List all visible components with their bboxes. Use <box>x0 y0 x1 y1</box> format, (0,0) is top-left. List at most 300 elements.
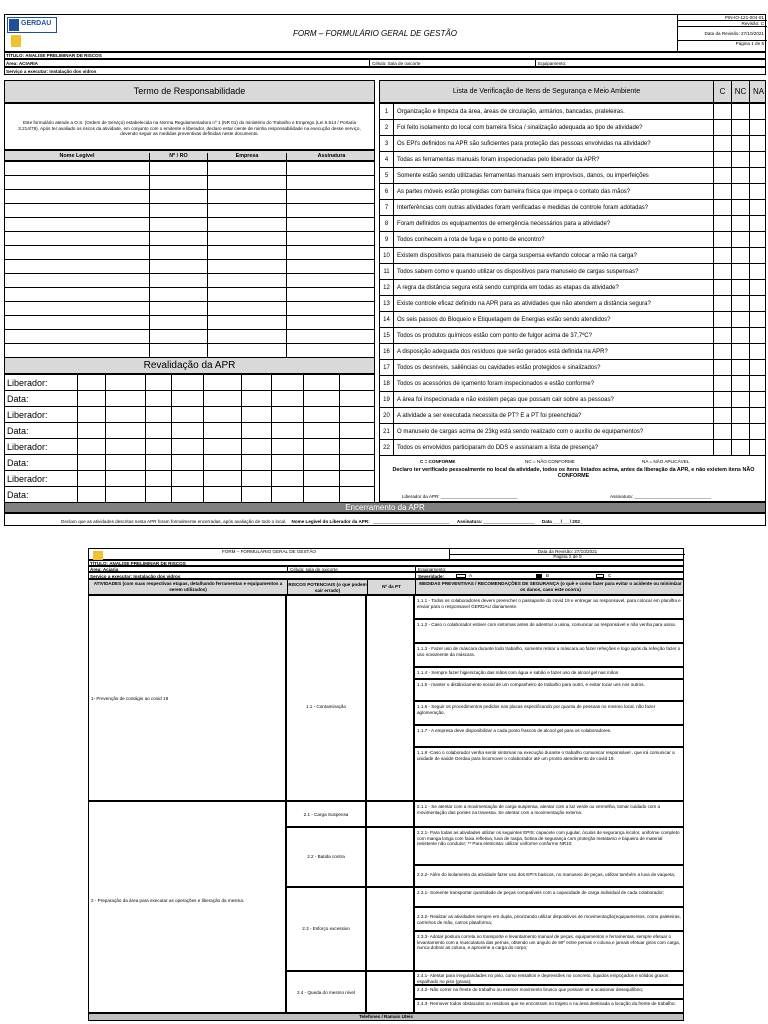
revalidation-cell-divider <box>339 375 340 390</box>
revalidation-cell-divider <box>105 375 106 390</box>
signer-cell-divider <box>149 176 150 189</box>
revalidation-label: Data: <box>7 394 29 404</box>
checklist-nc-box[interactable] <box>731 216 749 231</box>
signer-row[interactable] <box>4 329 375 344</box>
checklist-item-text: A regra da distância segura está sendo cumprida em todas as etapas da atividade? <box>397 285 619 291</box>
activity-1: 1- Prevenção de contágio ao covid 19 <box>88 595 286 801</box>
checklist-row <box>379 391 766 408</box>
signer-row[interactable] <box>4 259 375 274</box>
revalidation-label: Data: <box>7 458 29 468</box>
signer-cell-divider <box>207 274 208 287</box>
revalidation-cell-divider <box>241 391 242 406</box>
closing-text: Declaro que as atividades descritas nesta APR foram formalmente encerradas, após avaliação de todo o local. <box>61 519 287 524</box>
useful-phones-footer: Telefones / Ramais Úteis <box>88 1013 684 1021</box>
signer-cell-divider <box>207 330 208 343</box>
checklist-row <box>379 135 766 152</box>
revalidation-cell-divider <box>339 455 340 470</box>
checklist-item-number: 16 <box>380 344 394 359</box>
signer-cell-divider <box>149 288 150 301</box>
col-nc: NC <box>731 81 749 102</box>
checklist-item-number: 7 <box>380 200 394 215</box>
logo-flag-icon <box>11 35 21 47</box>
pt-cell-2-4[interactable] <box>366 971 414 1013</box>
revalidation-cell-divider <box>77 455 78 470</box>
checklist-na-box[interactable] <box>749 120 767 135</box>
checklist-na-box[interactable] <box>749 328 767 343</box>
revalidation-cell-divider <box>303 407 304 422</box>
checklist-item-number: 3 <box>380 136 394 151</box>
revalidation-cell-divider <box>241 423 242 438</box>
revalidation-label: Liberador: <box>7 378 48 388</box>
revalidation-cell-divider <box>145 471 146 486</box>
checklist-na-box[interactable] <box>749 376 767 391</box>
checklist-item-number: 20 <box>380 408 394 423</box>
revalidation-cell-divider <box>105 407 106 422</box>
pt-cell-1[interactable] <box>366 595 414 801</box>
checklist-nc-box[interactable] <box>731 232 749 247</box>
revalidation-cell-divider <box>271 487 272 502</box>
form-title: FORM – FORMULÁRIO GERAL DE GESTÃO <box>293 29 457 38</box>
checklist-row <box>379 151 766 168</box>
revalidation-row[interactable] <box>4 454 375 471</box>
revalidation-row[interactable] <box>4 390 375 407</box>
checklist-item-text: A atividade a ser executada necessita de PT? E a PT foi preenchida? <box>397 413 582 419</box>
checklist-item-number: 17 <box>380 360 394 375</box>
measure-2-3-2: 2.3.2- Realizar as atividades sempre em dupla, priorizando utilizar dispositivos de movimentação(equipamentos, como paleteiras, carrinhos de mão, carros plataforma; <box>414 907 684 931</box>
signer-cell-divider <box>207 302 208 315</box>
checklist-item-text: Foi feito isolamento do local com barreira física / sinalização adequada ao tipo de atividade? <box>397 125 643 131</box>
checklist-title: Lista de Verificação de Itens de Segurança e Meio Ambiente <box>452 88 641 95</box>
cell-label: Célula: Sala de oxicorte <box>369 60 421 67</box>
checklist-nc-box[interactable] <box>731 408 749 423</box>
checklist-nc-box[interactable] <box>731 200 749 215</box>
measure-2-2-1: 2.2.1- Para todas as atividades utilizar os seguintes EPIS: capacete com jugular, óculos de segurança incolor, uniforme completo com manga longa com faixa refletiva, luva de raspa, botina de segurança com proteção metatarso e biqueira de material resistente não condutor; ** Para eletricista: utilizar uniforme conforme NR10; <box>414 827 684 865</box>
checklist-row <box>379 343 766 360</box>
revalidation-cell-divider <box>145 487 146 502</box>
checklist-item-number: 6 <box>380 184 394 199</box>
revalidation-cell-divider <box>171 439 172 454</box>
checklist-item-text: Existe controle eficaz definido na APR para as atividades que não atendem a distância segura? <box>397 301 651 307</box>
checklist-item-text: Todos os acessórios de içamento foram inspecionados e estão conforme? <box>397 381 595 387</box>
page2-cell: Célula: sala de oxicorte <box>287 567 338 572</box>
checklist-na-box[interactable] <box>749 152 767 167</box>
revalidation-row[interactable] <box>4 470 375 487</box>
checklist-item-number: 2 <box>380 120 394 135</box>
checklist-na-box[interactable] <box>749 392 767 407</box>
checklist-item-text: Organização e limpeza da área, áreas de circulação, armários, bancadas, prateleiras. <box>397 109 625 115</box>
checklist-c-box[interactable] <box>713 440 731 455</box>
revalidation-cell-divider <box>339 487 340 502</box>
signer-row[interactable] <box>4 287 375 302</box>
signer-row[interactable] <box>4 189 375 204</box>
signer-row[interactable] <box>4 231 375 246</box>
checklist-row <box>379 247 766 264</box>
checklist-c-box[interactable] <box>713 232 731 247</box>
severity-a-label: A <box>469 573 473 578</box>
revalidation-cell-divider <box>77 439 78 454</box>
page2-title-line: TÍTULO: ANALISE PRELIMINAR DE RISCOS <box>88 560 684 566</box>
revalidation-title: Revalidação da APR <box>4 357 375 374</box>
checklist-nc-box[interactable] <box>731 168 749 183</box>
revalidation-cell-divider <box>241 471 242 486</box>
revalidation-label: Data: <box>7 490 29 500</box>
revalidation-cell-divider <box>203 471 204 486</box>
checklist-nc-box[interactable] <box>731 312 749 327</box>
checklist-na-box[interactable] <box>749 184 767 199</box>
revalidation-cell-divider <box>105 471 106 486</box>
checklist-item-number: 1 <box>380 104 394 119</box>
measure-1-1-7: 1.1.7 - A empresa deve disponibilizar a cada ponto frascos de alcool gel para os colaboradores. <box>414 725 684 747</box>
signer-cell-divider <box>207 232 208 245</box>
checklist-c-box[interactable] <box>713 120 731 135</box>
col-c: C <box>713 81 731 102</box>
checklist-na-box[interactable] <box>749 440 767 455</box>
checklist-c-box[interactable] <box>713 392 731 407</box>
severity-b-checkbox[interactable] <box>536 574 542 578</box>
revalidation-cell-divider <box>171 423 172 438</box>
page2-table-header <box>88 579 684 595</box>
checklist-item-number: 15 <box>380 328 394 343</box>
checklist-c-box[interactable] <box>713 424 731 439</box>
revalidation-cell-divider <box>303 471 304 486</box>
signer-cell-divider <box>149 232 150 245</box>
revalidation-cell-divider <box>203 391 204 406</box>
revalidation-cell-divider <box>271 407 272 422</box>
doc-page: Página 1 de 5 <box>735 41 764 46</box>
checklist-nc-box[interactable] <box>731 264 749 279</box>
checklist-item-text: A área foi inspecionada e não existem peças que possam cair sobre as pessoas? <box>397 397 614 403</box>
checklist-c-box[interactable] <box>713 264 731 279</box>
revalidation-cell-divider <box>77 487 78 502</box>
signers-table <box>4 161 375 357</box>
gerdau-logo <box>7 17 57 33</box>
revalidation-cell-divider <box>105 391 106 406</box>
signer-row[interactable] <box>4 245 375 260</box>
declaration-text: Declaro ter verificado pessoalmente no local da atividade, todos os itens listados acima, antes da liberação da APR, e não existem itens NÃO CONFORME <box>392 467 755 480</box>
signer-row[interactable] <box>4 203 375 218</box>
revalidation-row[interactable] <box>4 374 375 391</box>
col-measures: MEDIDAS PREVENTIVAS / RECOMENDAÇÕES DE SEGURANÇA (o quê e como fazer para evitar o acidente ou minimizar os danos, caso este ocorra) <box>415 580 685 594</box>
signer-cell-divider <box>149 302 150 315</box>
revalidation-cell-divider <box>171 391 172 406</box>
severity-a-checkbox[interactable] <box>456 574 466 578</box>
measure-2-1-1: 2.1.1 - Se atentar com a movimentação de carga suspensa, atentar com a luz verde ou vermelha, tomar cuidado com a movimentação das pontes na travessa. Se atentar com a movimentação externa. <box>414 801 684 827</box>
revalidation-cell-divider <box>271 391 272 406</box>
measure-2-2-2: 2.2.2- Além do isolamento da atividade fazer uso dos EPI's basicos, no manuseio de peças, utilizar também a luva de vaqueta; <box>414 865 684 887</box>
risk-1-1: 1.1 - Contaminação <box>286 595 366 801</box>
page2-service: Serviço a executar: Instalação dos vidros <box>90 574 181 579</box>
revalidation-cell-divider <box>77 423 78 438</box>
signer-cell-divider <box>286 246 287 259</box>
revalidation-cell-divider <box>105 439 106 454</box>
signer-cell-divider <box>207 176 208 189</box>
signer-cell-divider <box>149 260 150 273</box>
signer-cell-divider <box>207 190 208 203</box>
checklist-c-box[interactable] <box>713 248 731 263</box>
col-activities: ATIVIDADES (com suas respectivas etapas, detalhando ferramentas e equipamentos a serem utilizados) <box>93 581 283 592</box>
revalidation-row[interactable] <box>4 438 375 455</box>
checklist-row <box>379 327 766 344</box>
revalidation-cell-divider <box>241 487 242 502</box>
form-header <box>4 14 766 52</box>
signer-cell-divider <box>207 260 208 273</box>
checklist-c-box[interactable] <box>713 296 731 311</box>
checklist-c-box[interactable] <box>713 184 731 199</box>
checklist-na-box[interactable] <box>749 312 767 327</box>
checklist-c-box[interactable] <box>713 168 731 183</box>
signer-cell-divider <box>149 190 150 203</box>
checklist-na-box[interactable] <box>749 232 767 247</box>
checklist-item-number: 10 <box>380 248 394 263</box>
signer-row[interactable] <box>4 315 375 330</box>
revalidation-label: Data: <box>7 426 29 436</box>
checklist-nc-box[interactable] <box>731 376 749 391</box>
checklist-nc-box[interactable] <box>731 248 749 263</box>
severity-c-checkbox[interactable] <box>596 574 604 578</box>
page2-area: Área: Aciaria <box>90 567 119 572</box>
checklist-nc-box[interactable] <box>731 424 749 439</box>
checklist-table <box>379 103 766 455</box>
checklist-na-box[interactable] <box>749 344 767 359</box>
revalidation-label: Liberador: <box>7 442 48 452</box>
checklist-item-text: Todos os desníveis, saliências ou cavidades estão protegidos e sinalizados? <box>397 365 601 371</box>
checklist-row <box>379 375 766 392</box>
checklist-nc-box[interactable] <box>731 392 749 407</box>
revalidation-cell-divider <box>303 423 304 438</box>
doc-code: PIN-IO-121-004-01 <box>678 15 767 21</box>
checklist-c-box[interactable] <box>713 152 731 167</box>
signer-cell-divider <box>286 316 287 329</box>
revalidation-table <box>4 374 375 502</box>
checklist-na-box[interactable] <box>749 136 767 151</box>
revalidation-cell-divider <box>241 375 242 390</box>
checklist-row <box>379 103 766 120</box>
checklist-na-box[interactable] <box>749 200 767 215</box>
revalidation-cell-divider <box>303 455 304 470</box>
signer-cell-divider <box>207 162 208 175</box>
checklist-row <box>379 231 766 248</box>
form-page-2 <box>88 548 684 1024</box>
legend-nc: NC = NÃO CONFORME <box>525 459 575 464</box>
checklist-c-box[interactable] <box>713 216 731 231</box>
checklist-nc-box[interactable] <box>731 120 749 135</box>
signer-cell-divider <box>149 218 150 231</box>
measure-1-1-8: 1.1.8 -Caso o colaborador venha sentir sintomas na execução durante o trabalho comunicar responsável , que irá comunicar a unidade de saúde Gerdau para locomover o colaborador até um pronto atendimento de covid 19. <box>414 747 684 801</box>
pt-cell-2-1[interactable] <box>366 801 414 827</box>
signer-cell-divider <box>207 288 208 301</box>
signer-row[interactable] <box>4 217 375 232</box>
checklist-c-box[interactable] <box>713 408 731 423</box>
col-signature: Assinatura <box>286 153 376 162</box>
measure-1-1-6: 1.1.6 - Seguir os procedimentos pedidos nas placas especificando por quanta de pessoas no mesmo local, não fazer aglomeração. <box>414 701 684 725</box>
checklist-item-text: Interferências com outras atividades foram verificadas e medidas de controle foram adotadas? <box>397 205 649 211</box>
checklist-na-box[interactable] <box>749 296 767 311</box>
checklist-na-box[interactable] <box>749 104 767 119</box>
severity-b-label: B <box>546 573 550 578</box>
checklist-na-box[interactable] <box>749 408 767 423</box>
equipment-label: Equipamento: <box>535 60 566 67</box>
checklist-row <box>379 423 766 440</box>
checklist-nc-box[interactable] <box>731 152 749 167</box>
checklist-item-number: 9 <box>380 232 394 247</box>
doc-revision: Revisão: C <box>678 21 767 27</box>
checklist-nc-box[interactable] <box>731 360 749 375</box>
checklist-row <box>379 279 766 296</box>
checklist-nc-box[interactable] <box>731 104 749 119</box>
checklist-nc-box[interactable] <box>731 296 749 311</box>
checklist-c-box[interactable] <box>713 200 731 215</box>
revalidation-row[interactable] <box>4 422 375 439</box>
signer-cell-divider <box>149 274 150 287</box>
checklist-c-box[interactable] <box>713 344 731 359</box>
revalidation-cell-divider <box>339 423 340 438</box>
checklist-nc-box[interactable] <box>731 184 749 199</box>
checklist-c-box[interactable] <box>713 328 731 343</box>
revalidation-cell-divider <box>271 375 272 390</box>
signer-row[interactable] <box>4 161 375 176</box>
checklist-item-text: As partes móveis estão protegidas com barreira física que impeça o contato das mãos? <box>397 189 631 195</box>
revalidation-cell-divider <box>203 439 204 454</box>
closing-name-label: Nome Legível do Liberador da APR: <box>291 519 370 524</box>
revalidation-cell-divider <box>203 455 204 470</box>
revalidation-row[interactable] <box>4 406 375 423</box>
measure-2-3-1: 2.3.1- Somente transportar quantidade de peças compatíveis com a capacidade de carga individual de cada colaborador; <box>414 887 684 907</box>
checklist-na-box[interactable] <box>749 168 767 183</box>
checklist-row <box>379 119 766 136</box>
checklist-item-number: 19 <box>380 392 394 407</box>
risk-2-3: 2.3 - Esforço excessivo <box>286 887 366 971</box>
logo-mark-icon <box>9 19 19 31</box>
checklist-na-box[interactable] <box>749 360 767 375</box>
pt-cell-2-2[interactable] <box>366 827 414 887</box>
revalidation-cell-divider <box>271 439 272 454</box>
activity-2: 2 - Preparação da área para executar as operações e liberação da mesma. <box>88 801 286 1013</box>
measures-1 <box>414 595 684 801</box>
signer-cell-divider <box>149 344 150 357</box>
title-line: TÍTULO: ANALISE PRELIMINAR DE RISCOS <box>4 52 766 59</box>
checklist-item-number: 18 <box>380 376 394 391</box>
measure-1-1-5: 1.1.5 - manter o distânciamento social de um companheiro de trabalho para outro, e evitar tocar uns nos outros. <box>414 679 684 701</box>
signer-cell-divider <box>286 162 287 175</box>
area-line <box>4 59 766 67</box>
revalidation-cell-divider <box>241 455 242 470</box>
signer-cell-divider <box>286 190 287 203</box>
checklist-c-box[interactable] <box>713 312 731 327</box>
measure-2-3-3: 2.3.3- Adotar postura correta no transporte e levantamento manual de peças, equipamentos e ferramentas, sempre efetuar o levantamento com a musculatura das pernas, obtendo um angulo de 90º entre pernas e coluna,e jamais efetuar giros com carga, nunca dobrar as coluna, e aproxime a carga do corpo; <box>414 931 684 971</box>
signer-cell-divider <box>207 204 208 217</box>
measure-1-1-3: 1.1.3 - Fazer uso de máscara durante todo trabalho, somente retirar a máscara ao fazer refeições e logo após da refeição fazer o uso novamente da máscara. <box>414 643 684 667</box>
signers-header <box>4 150 375 161</box>
severity-c-label: C <box>608 573 612 578</box>
checklist-item-text: Os EPI's definidos na APR são suficientes para proteção das pessoas envolvidas na atividade? <box>397 141 651 147</box>
liberador-signature-line[interactable]: Assinatura: ______________________________ <box>610 494 711 499</box>
checklist-c-box[interactable] <box>713 280 731 295</box>
revalidation-cell-divider <box>271 471 272 486</box>
checklist-row <box>379 263 766 280</box>
checklist-nc-box[interactable] <box>731 280 749 295</box>
revalidation-cell-divider <box>339 407 340 422</box>
signer-cell-divider <box>286 176 287 189</box>
col-pt: Nº da PT <box>367 580 415 594</box>
checklist-c-box[interactable] <box>713 104 731 119</box>
checklist-c-box[interactable] <box>713 136 731 151</box>
checklist-item-number: 4 <box>380 152 394 167</box>
signer-cell-divider <box>149 330 150 343</box>
risk-2-2: 2.2 - Batida contra <box>286 827 366 887</box>
checklist-row <box>379 311 766 328</box>
service-value: Instalação dos vidros <box>49 69 97 74</box>
checklist-item-text: Todos conhecem a rota de fuga e o ponto de encontro? <box>397 237 545 243</box>
checklist-na-box[interactable] <box>749 264 767 279</box>
revalidation-cell-divider <box>171 471 172 486</box>
signer-cell-divider <box>207 316 208 329</box>
signer-row[interactable] <box>4 175 375 190</box>
revalidation-cell-divider <box>241 439 242 454</box>
revalidation-cell-divider <box>271 423 272 438</box>
measure-1-1-4: 1.1.4 - Sempre fazer higienização das mãos com água e sabão e fazer uso de alcool gel nas mãos <box>414 667 684 679</box>
signer-row[interactable] <box>4 343 375 358</box>
revalidation-cell-divider <box>77 391 78 406</box>
liberador-line[interactable]: Liberador da APR: ______________________________ <box>402 494 518 499</box>
pt-cell-2-3[interactable] <box>366 887 414 971</box>
col-na: NA <box>749 81 767 102</box>
signer-cell-divider <box>286 344 287 357</box>
checklist-item-number: 5 <box>380 168 394 183</box>
revalidation-label: Liberador: <box>7 474 48 484</box>
signer-cell-divider <box>207 246 208 259</box>
checklist-row <box>379 295 766 312</box>
form-page-1 <box>4 14 766 526</box>
closing-sign-label: Assinatura: <box>456 519 483 524</box>
checklist-item-number: 8 <box>380 216 394 231</box>
checklist-item-text: Existem dispositivos para manuseio de carga suspensa evitando colocar a mão na carga? <box>397 253 637 259</box>
revalidation-cell-divider <box>241 407 242 422</box>
closing-date-label: Data ___/___/ 202_ <box>541 519 583 524</box>
checklist-item-text: Os seis passos do Bloqueio e Etiquetagem de Energias estão sendo atendidos? <box>397 317 611 323</box>
checklist-row <box>379 167 766 184</box>
revalidation-cell-divider <box>171 407 172 422</box>
revalidation-cell-divider <box>339 391 340 406</box>
measure-2-4-3: 2.4.3- Remover todos obstaculos ou residuos que se encontram no trajeto e na área destinada a locação da frente de trabalho; <box>414 999 684 1013</box>
area-label: Área: ACIARIA <box>6 61 38 66</box>
revalidation-cell-divider <box>303 487 304 502</box>
checklist-nc-box[interactable] <box>731 344 749 359</box>
revalidation-cell-divider <box>339 439 340 454</box>
checklist-nc-box[interactable] <box>731 328 749 343</box>
checklist-item-text: Foram definidos os equipamentos de emergência necessários para a atividade? <box>397 221 611 227</box>
revalidation-row[interactable] <box>4 486 375 503</box>
page2-header <box>88 548 684 560</box>
checklist-na-box[interactable] <box>749 248 767 263</box>
col-risks: RISCOS POTENCIAIS (o que podem sair errado) <box>288 582 367 593</box>
checklist-item-text: O manuseio de cargas acima de 23kg está sendo realizado com o auxílio de equipamentos? <box>397 429 644 435</box>
page2-form-title: FORM – FORMULÁRIO GERAL DE GESTÃO <box>221 549 316 554</box>
checklist-c-box[interactable] <box>713 376 731 391</box>
signer-row[interactable] <box>4 301 375 316</box>
checklist-nc-box[interactable] <box>731 136 749 151</box>
checklist-c-box[interactable] <box>713 360 731 375</box>
signer-cell-divider <box>286 204 287 217</box>
legend-c: C = CONFORME <box>420 459 456 464</box>
signer-cell-divider <box>286 330 287 343</box>
checklist-na-box[interactable] <box>749 280 767 295</box>
checklist-na-box[interactable] <box>749 424 767 439</box>
signer-row[interactable] <box>4 273 375 288</box>
checklist-row <box>379 439 766 456</box>
checklist-nc-box[interactable] <box>731 440 749 455</box>
doc-revision-date: Data da Revisão: 27/10/2021 <box>678 27 767 41</box>
checklist-na-box[interactable] <box>749 216 767 231</box>
